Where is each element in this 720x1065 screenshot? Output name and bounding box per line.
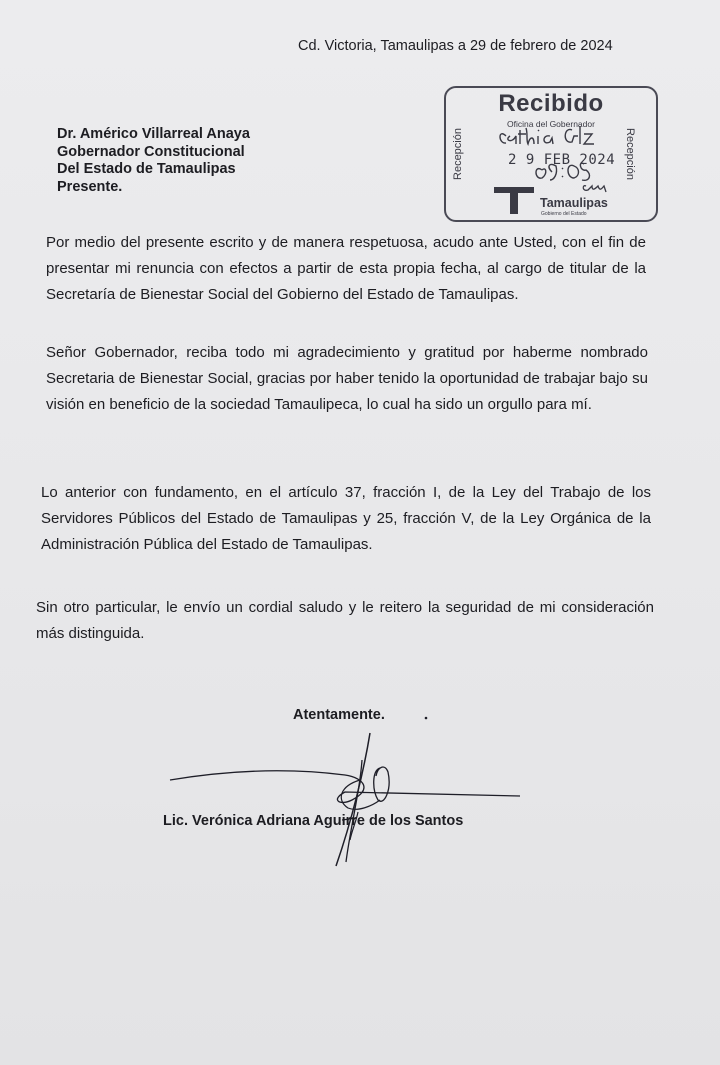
stamp-brand: Tamaulipas xyxy=(540,196,608,210)
stamp-title: Recibido xyxy=(498,90,604,117)
recipient-title: Gobernador Constitucional xyxy=(57,143,245,160)
stamp-handwriting xyxy=(446,88,660,224)
paragraph-farewell: Sin otro particular, le envío un cordial saludo y le reitero la seguridad de mi consideración más distinguida. xyxy=(36,599,654,642)
stamp-side-right: Recepción xyxy=(623,128,636,180)
received-stamp xyxy=(444,86,658,222)
recipient-block xyxy=(57,126,250,196)
recipient-greeting: Presente. xyxy=(57,178,123,195)
recipient-state: Del Estado de Tamaulipas xyxy=(57,161,236,177)
stamp-side-left: Recepción xyxy=(451,128,464,180)
place-date: Cd. Victoria, Tamaulipas a 29 de febrero de 2024 xyxy=(298,38,613,54)
stamp-government: Gobierno del Estado xyxy=(541,211,587,217)
stamp-date: 2 9 FEB 2024 xyxy=(508,152,616,168)
closing: Atentamente. xyxy=(293,707,385,723)
paragraph-legal-basis: Lo anterior con fundamento, en el artículo 37, fracción I, de la Ley del Trabajo de los Servidores Públicos del Estado de Tamaulipas y 25, fracción V, de la Ley Orgánica de la Administración Pública del Estado de Tamaulipas. xyxy=(41,484,651,553)
recipient-name: Dr. Américo Villarreal Anaya xyxy=(57,126,250,142)
paragraph-gratitude: Señor Gobernador, reciba todo mi agradecimiento y gratitud por haberme nombrado Secretaria de Bienestar Social, gracias por haber tenido la oportunidad de trabajar bajo su visión en beneficio de la sociedad Tamaulipeca, lo cual ha sido un orgullo para mí. xyxy=(46,344,648,413)
paragraph-resignation: Por medio del presente escrito y de manera respetuosa, acudo ante Usted, con el fin de presentar mi renuncia con efectos a partir de esta propia fecha, al cargo de titular de la Secretaría de Bienestar Social del Gobierno del Estado de Tamaulipas. xyxy=(46,234,646,303)
signer-name: Lic. Verónica Adriana Aguirre de los Santos xyxy=(163,813,464,829)
stamp-office: Oficina del Gobernador xyxy=(507,119,595,129)
